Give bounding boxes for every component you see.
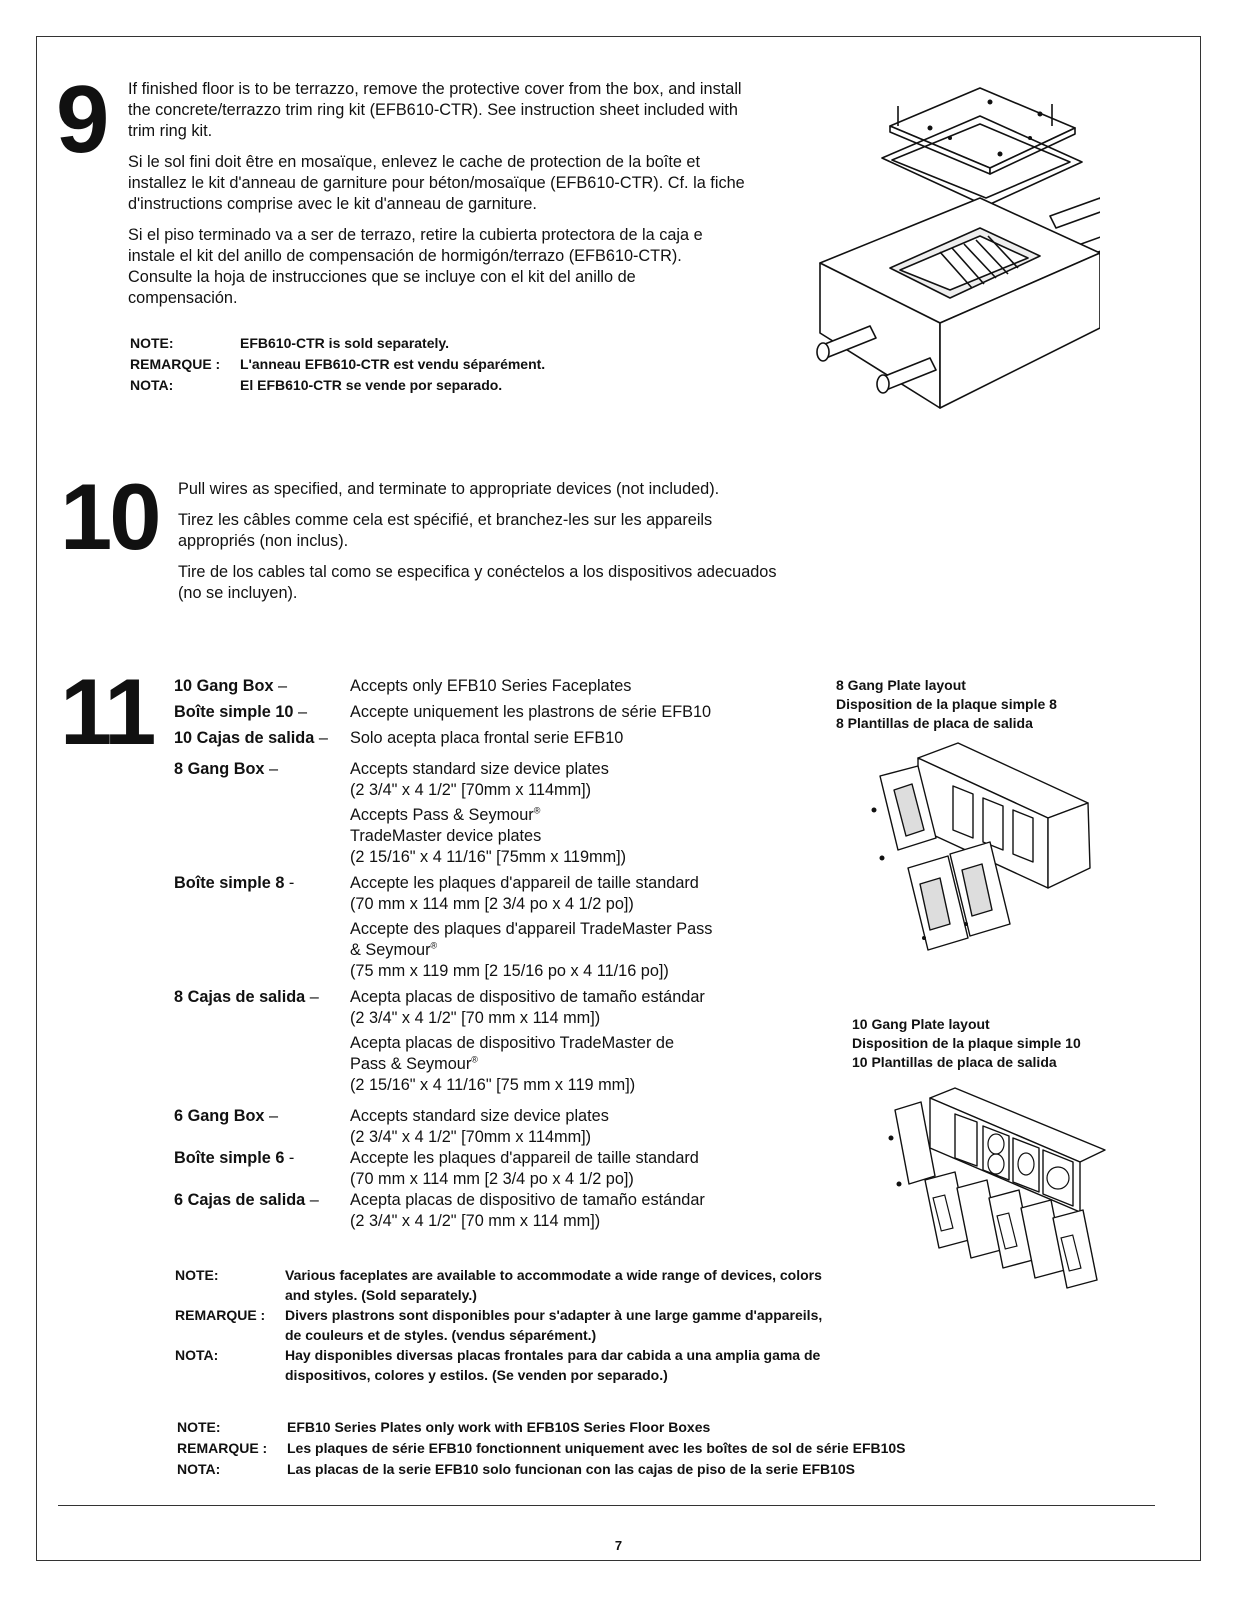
- floor-box-illustration: [800, 78, 1100, 418]
- note-text: Hay disponibles diversas placas frontales para dar cabida a una amplia gama de dispositivos, colores y estilos. (Se venden por separado.): [285, 1347, 821, 1383]
- eight-gang-en: 8 Gang Box – Accepts standard size device plates (2 3/4" x 4 1/2" [70mm x 114mm]) Accepts Pass & Seymour® TradeMaster device plates (2 15/16" x 4 11/16" [75mm x 119mm]): [174, 760, 627, 866]
- note-label: REMARQUE :: [130, 356, 221, 372]
- eight-gang-plate-illustration: [868, 738, 1103, 983]
- step-9-notes: [130, 333, 730, 396]
- step-9-paragraph-fr: Si le sol fini doit être en mosaïque, enlevez le cache de protection de la boîte et installez le kit d'anneau de garniture pour béton/mosaïque (EFB610-CTR). Cf. la fiche d'instructions comprise avec le kit d'anneau de garniture.: [128, 153, 745, 213]
- step-11-specs: [174, 676, 794, 1232]
- six-gang-en: 6 Gang Box – Accepts standard size device plates (2 3/4" x 4 1/2" [70mm x 114mm]): [174, 1107, 609, 1146]
- step-11-notes-b: [177, 1417, 1057, 1480]
- footer-rule: [58, 1505, 1155, 1506]
- step-10-paragraph-fr: Tirez les câbles comme cela est spécifié, et branchez-les sur les appareils appropriés (non inclus).: [178, 511, 713, 550]
- note-text: EFB610-CTR is sold separately.: [240, 335, 450, 351]
- step-9-number: 9: [56, 66, 107, 173]
- six-gang-es: 6 Cajas de salida – Acepta placas de dispositivo de tamaño estándar (2 3/4" x 4 1/2" [70 mm x 114 mm]): [174, 1191, 705, 1230]
- step-10-paragraph-es: Tire de los cables tal como se especifica y conéctelos a los dispositivos adecuados (no se incluyen).: [178, 563, 777, 602]
- note-label: NOTA:: [177, 1461, 221, 1477]
- eight-gang-fr: Boîte simple 8 - Accepte les plaques d'appareil de taille standard (70 mm x 114 mm [2 3/4 po x 4 1/2 po]) Accepte des plaques d'appareil TradeMaster Pass & Seymour® (75 mm x 119 mm [2 15/16 po x 4 11/16 po]): [174, 874, 713, 980]
- note-text: Divers plastrons sont disponibles pour s'adapter à une large gamme d'appareils, de couleurs et de styles. (vendus séparément.): [285, 1307, 823, 1343]
- caption-10-gang: 10 Gang Plate layout Disposition de la plaque simple 10 10 Plantillas de placa de salida: [852, 1016, 1081, 1070]
- ten-gang-row-es: 10 Cajas de salida – Solo acepta placa frontal serie EFB10: [174, 729, 624, 747]
- ten-gang-plate-illustration: [885, 1080, 1110, 1295]
- note-text: Various faceplates are available to accommodate a wide range of devices, colors and styles. (Sold separately.): [285, 1267, 822, 1303]
- ten-gang-row-en: 10 Gang Box – Accepts only EFB10 Series Faceplates: [174, 677, 632, 695]
- note-text: EFB10 Series Plates only work with EFB10S Series Floor Boxes: [287, 1419, 711, 1435]
- step-9-paragraph-es: Si el piso terminado va a ser de terrazo, retire la cubierta protectora de la caja e instale el kit del anillo de compensación de hormigón/terrazo (EFB610-CTR). Consulte la hoja de instrucciones que se incluye con el kit del anillo de compensación.: [128, 226, 703, 307]
- note-row: [175, 1305, 835, 1345]
- note-label: NOTE:: [177, 1419, 221, 1435]
- note-label: NOTA:: [175, 1347, 219, 1363]
- note-label: REMARQUE :: [175, 1307, 266, 1323]
- note-row: [177, 1459, 1057, 1480]
- note-row: [130, 354, 730, 375]
- step-10-number: 10: [60, 464, 159, 569]
- eight-gang-es: 8 Cajas de salida – Acepta placas de dispositivo de tamaño estándar (2 3/4" x 4 1/2" [70 mm x 114 mm]) Acepta placas de dispositivo TradeMaster de Pass & Seymour® (2 15/16" x 4 11/16" [75 mm x 119 mm]): [174, 988, 705, 1094]
- note-text: L'anneau EFB610-CTR est vendu séparément.: [240, 356, 546, 372]
- note-row: [175, 1265, 835, 1305]
- note-label: NOTE:: [130, 335, 174, 351]
- step-11-number: 11: [60, 659, 154, 764]
- step-9-text: [128, 79, 748, 319]
- page-number: 7: [614, 1538, 623, 1553]
- six-gang-fr: Boîte simple 6 - Accepte les plaques d'appareil de taille standard (70 mm x 114 mm [2 3/4 po x 4 1/2 po]): [174, 1149, 699, 1188]
- note-label: REMARQUE :: [177, 1440, 268, 1456]
- note-text: Les plaques de série EFB10 fonctionnent uniquement avec les boîtes de sol de série EFB10S: [287, 1440, 906, 1456]
- note-label: NOTE:: [175, 1267, 219, 1283]
- note-row: [175, 1345, 835, 1385]
- caption-8-gang: 8 Gang Plate layout Disposition de la plaque simple 8 8 Plantillas de placa de salida: [836, 677, 1057, 731]
- note-row: [177, 1438, 1057, 1459]
- ten-gang-row-fr: Boîte simple 10 – Accepte uniquement les plastrons de série EFB10: [174, 703, 712, 721]
- note-row: [130, 375, 730, 396]
- note-row: [177, 1417, 1057, 1438]
- note-text: Las placas de la serie EFB10 solo funcionan con las cajas de piso de la serie EFB10S: [287, 1461, 856, 1477]
- note-text: El EFB610-CTR se vende por separado.: [240, 377, 503, 393]
- step-9-paragraph-en: If finished floor is to be terrazzo, remove the protective cover from the box, and install the concrete/terrazzo trim ring kit (EFB610-CTR). See instruction sheet included with trim ring kit.: [128, 80, 742, 140]
- step-11-notes-a: [175, 1265, 835, 1385]
- note-row: [130, 333, 730, 354]
- note-label: NOTA:: [130, 377, 174, 393]
- step-10-text: [178, 479, 788, 614]
- step-10-paragraph-en: Pull wires as specified, and terminate to appropriate devices (not included).: [178, 480, 720, 498]
